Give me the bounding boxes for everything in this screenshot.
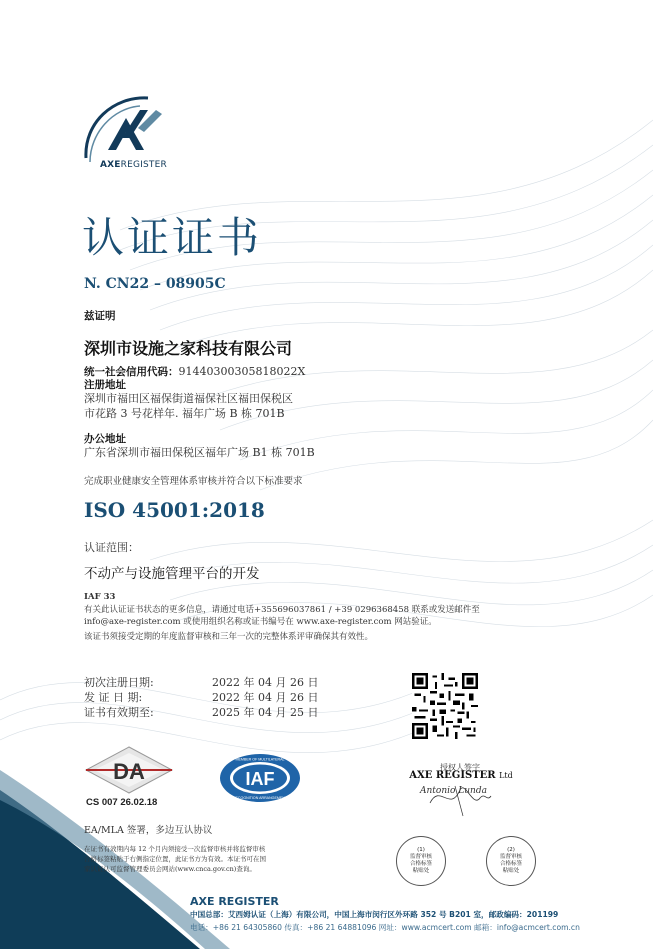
stamp-line: 监督审核 [499,854,522,860]
standard-name: ISO 45001:2018 [84,498,265,522]
iaf-mla-mark [218,752,302,804]
certificate-title: 认证证书 [82,213,263,262]
da-mark-text: DA [113,759,145,784]
registered-address-line: 深圳市福田区福保街道福保社区福田保税区 [84,392,293,405]
qr-code [412,673,478,739]
info-line: 该证书须接受定期的年度监督审核和三年一次的完整体系评审确保其有效性。 [84,632,374,642]
iaf-ring-bottom: RECOGNITION ARRANGEMENT [232,796,288,800]
iaf-ring-top: MEMBER OF MULTILATERAL [235,757,285,762]
registered-address-line: 市花路 3 号花样年. 福年广场 B 栋 701B [84,407,285,420]
date-row [84,690,318,705]
hereby-certifies-label: 兹证明 [84,310,116,322]
date-row [84,705,318,720]
registered-address-label: 注册地址 [84,379,126,391]
iaf-mark-text: IAF [245,769,275,789]
da-code: CS 007 26.02.18 [86,797,158,808]
footer-headquarters: 中国总部：艾西姆认证（上海）有限公司，中国上海市闵行区外环路 352 号 B201 室，邮政编码：201199 [190,910,559,919]
surveillance-note-line: 家认证认可监督管理委员会网站(www.cnca.gov.cn)查询。 [84,865,256,873]
office-address-label: 办公地址 [84,433,126,445]
stamp-line: 合格标签 [499,861,522,867]
info-line: info@axe-register.com 或使用组织名称或证书编号在 www.axe-register.com 网站验证。 [84,617,437,627]
info-line: 有关此认证证书状态的更多信息，请通过电话+355696037861 / +39 0296368458 联系或发送邮件至 [84,605,480,615]
scope-label: 认证范围： [84,541,139,554]
date-row [84,675,318,690]
conformity-statement: 完成职业健康安全管理体系审核并符合以下标准要求 [84,476,303,487]
dates-table [84,675,318,720]
date-label: 发 证 日 期: [84,691,143,704]
stamp-line: 监督审核 [409,854,432,860]
registered-address [84,391,293,421]
signature-company: AXE REGISTER Ltd [409,770,513,781]
scope-text: 不动产与设施管理平台的开发 [84,566,260,582]
da-accreditation-mark [84,745,174,795]
surveillance-note-line: 在证书有效期内每 12 个月内须接受一次监督审核并将监督审核 [84,845,266,853]
surveillance-stamp-2 [486,836,536,886]
stamp-line: 粘贴处 [502,868,520,874]
certificate-number: N. CN22 – 08905C [84,276,226,292]
surveillance-note [84,844,334,874]
footer-contact: 电话：+86 21 64305860 传真：+86 21 64881096 网址：www.acmcert.com 邮箱：info@acmcert.com.cn [190,923,580,932]
ea-mla-statement: EA/MLA 签署，多边互认协议 [84,825,213,836]
credit-code-label: 统一社会信用代码： [84,366,179,378]
stamp-line: 合格标签 [409,861,432,867]
stamp-line: 粘贴处 [412,868,430,874]
iaf-code: IAF 33 [84,592,116,602]
credit-code-value: 91440300305818022X [178,365,306,378]
company-name: 深圳市设施之家科技有限公司 [84,339,293,358]
stamp-number: (1) [417,847,425,853]
logo-wordmark: AXEREGISTER [100,160,167,170]
footer-brand: AXE REGISTER [190,895,279,908]
surveillance-stamp-1 [396,836,446,886]
date-value: 2025 年 04 月 25 日 [212,706,319,719]
handwritten-signature [425,778,495,818]
authorized-signature-label: 授权人签字 [440,763,480,772]
office-address: 广东省深圳市福田保税区福年广场 B1 栋 701B [84,446,315,459]
date-label: 初次注册日期: [84,676,154,689]
date-value: 2022 年 04 月 26 日 [212,691,319,704]
date-label: 证书有效期至: [84,706,154,719]
date-value: 2022 年 04 月 26 日 [212,676,319,689]
signer-name: Antonio Lunda [420,786,487,796]
surveillance-note-line: 合格标签粘贴于右侧指定位置，此证书方为有效。本证书可在国 [84,855,266,863]
info-block [84,604,564,643]
stamp-number: (2) [507,847,515,853]
